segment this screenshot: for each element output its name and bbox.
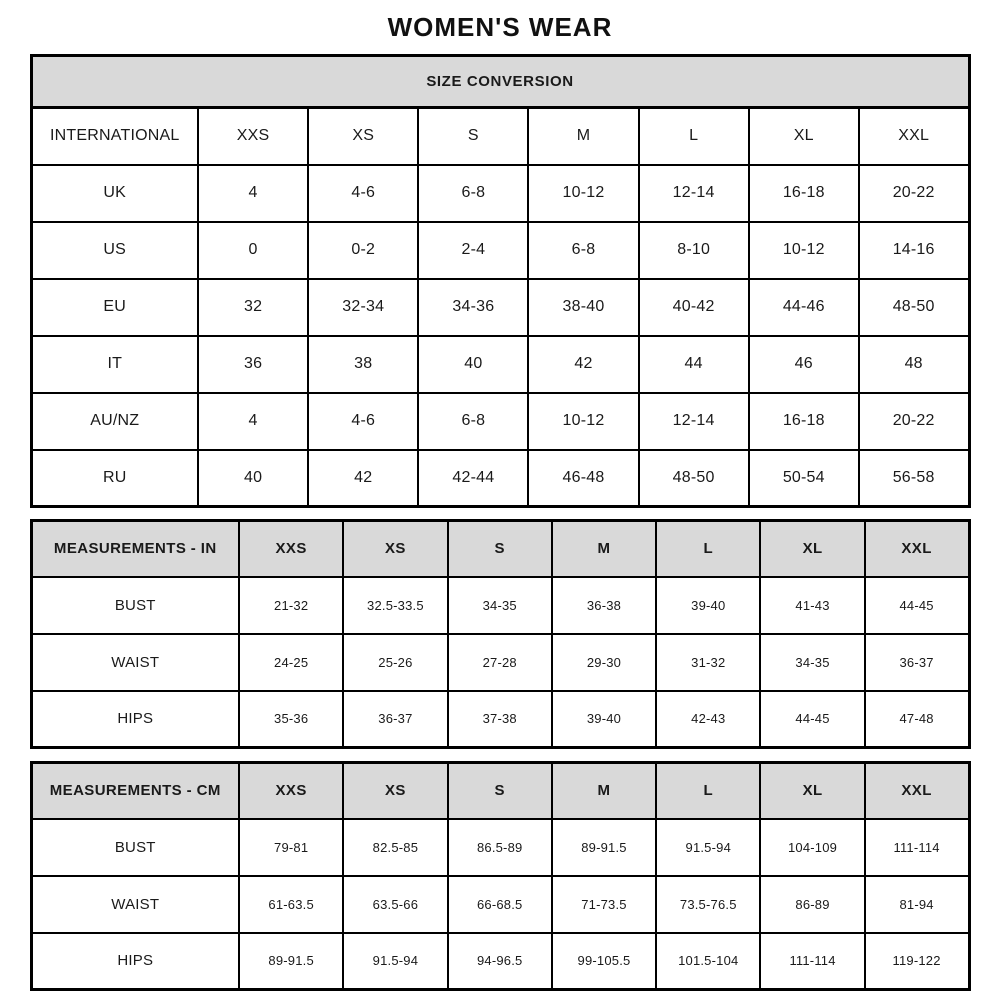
row-label: BUST	[31, 819, 239, 876]
column-header-xs: XS	[343, 521, 447, 577]
value-cell: 42-43	[656, 691, 760, 748]
value-cell: 48-50	[639, 450, 749, 507]
value-cell: 86.5-89	[448, 819, 552, 876]
value-cell: 73.5-76.5	[656, 876, 760, 933]
value-cell: 41-43	[760, 577, 864, 634]
value-cell: 46	[749, 336, 859, 393]
column-header-xs: XS	[343, 763, 447, 819]
row-label: IT	[31, 336, 198, 393]
value-cell: 40-42	[639, 279, 749, 336]
measurements-cm-table	[30, 761, 971, 991]
value-cell: 48	[859, 336, 969, 393]
value-cell: 34-35	[448, 577, 552, 634]
column-header-xl: XL	[760, 763, 864, 819]
value-cell: 63.5-66	[343, 876, 447, 933]
value-cell: 12-14	[639, 393, 749, 450]
corner-header: MEASUREMENTS - CM	[31, 763, 239, 819]
page-title: WOMEN'S WEAR	[387, 12, 613, 42]
value-cell: 42-44	[418, 450, 528, 507]
value-cell: 4	[198, 393, 308, 450]
row-label: UK	[31, 165, 198, 222]
value-cell: 6-8	[418, 393, 528, 450]
value-cell: 39-40	[656, 577, 760, 634]
value-cell: 32	[198, 279, 308, 336]
column-header-xs: XS	[308, 108, 418, 165]
value-cell: 34-35	[760, 634, 864, 691]
table-row	[31, 876, 969, 933]
value-cell: 20-22	[859, 165, 969, 222]
value-cell: 56-58	[859, 450, 969, 507]
value-cell: 50-54	[749, 450, 859, 507]
row-label: WAIST	[31, 876, 239, 933]
value-cell: 99-105.5	[552, 933, 656, 990]
value-cell: 111-114	[760, 933, 864, 990]
value-cell: 12-14	[639, 165, 749, 222]
value-cell: 81-94	[865, 876, 969, 933]
value-cell: 89-91.5	[239, 933, 343, 990]
value-cell: 37-38	[448, 691, 552, 748]
corner-header: MEASUREMENTS - IN	[31, 521, 239, 577]
column-header-xxl: XXL	[859, 108, 969, 165]
column-header-l: L	[656, 521, 760, 577]
table-row	[31, 577, 969, 634]
column-header-xxl: XXL	[865, 763, 969, 819]
value-cell: 111-114	[865, 819, 969, 876]
value-cell: 91.5-94	[656, 819, 760, 876]
value-cell: 44-45	[865, 577, 969, 634]
value-cell: 42	[528, 336, 638, 393]
value-cell: 10-12	[528, 165, 638, 222]
table-row	[31, 933, 969, 990]
table-row	[31, 279, 969, 336]
value-cell: 34-36	[418, 279, 528, 336]
value-cell: 0-2	[308, 222, 418, 279]
column-header-xxs: XXS	[239, 763, 343, 819]
value-cell: 46-48	[528, 450, 638, 507]
table-row	[31, 336, 969, 393]
value-cell: 36-37	[343, 691, 447, 748]
value-cell: 89-91.5	[552, 819, 656, 876]
row-label: HIPS	[31, 933, 239, 990]
table-row	[31, 393, 969, 450]
value-cell: 101.5-104	[656, 933, 760, 990]
value-cell: 66-68.5	[448, 876, 552, 933]
column-header-l: L	[639, 108, 749, 165]
value-cell: 86-89	[760, 876, 864, 933]
column-header-s: S	[418, 108, 528, 165]
value-cell: 10-12	[528, 393, 638, 450]
value-cell: 6-8	[418, 165, 528, 222]
row-label: HIPS	[31, 691, 239, 748]
value-cell: 16-18	[749, 393, 859, 450]
value-cell: 104-109	[760, 819, 864, 876]
value-cell: 29-30	[552, 634, 656, 691]
value-cell: 47-48	[865, 691, 969, 748]
value-cell: 20-22	[859, 393, 969, 450]
value-cell: 14-16	[859, 222, 969, 279]
value-cell: 16-18	[749, 165, 859, 222]
column-header-m: M	[552, 521, 656, 577]
measurements-in-table-grid	[30, 519, 971, 749]
value-cell: 10-12	[749, 222, 859, 279]
measurements-cm-table-grid	[30, 761, 971, 991]
column-header-xxs: XXS	[198, 108, 308, 165]
value-cell: 39-40	[552, 691, 656, 748]
row-label: US	[31, 222, 198, 279]
value-cell: 42	[308, 450, 418, 507]
value-cell: 82.5-85	[343, 819, 447, 876]
value-cell: 79-81	[239, 819, 343, 876]
value-cell: 71-73.5	[552, 876, 656, 933]
value-cell: 119-122	[865, 933, 969, 990]
value-cell: 48-50	[859, 279, 969, 336]
value-cell: 36-38	[552, 577, 656, 634]
row-label: AU/NZ	[31, 393, 198, 450]
value-cell: 36-37	[865, 634, 969, 691]
value-cell: 36	[198, 336, 308, 393]
column-header-xxs: XXS	[239, 521, 343, 577]
column-header-xl: XL	[760, 521, 864, 577]
table-row	[31, 691, 969, 748]
value-cell: 44-46	[749, 279, 859, 336]
row-label: BUST	[31, 577, 239, 634]
value-cell: 35-36	[239, 691, 343, 748]
value-cell: 4	[198, 165, 308, 222]
column-header-s: S	[448, 763, 552, 819]
value-cell: 44	[639, 336, 749, 393]
row-label: EU	[31, 279, 198, 336]
row-label: WAIST	[31, 634, 239, 691]
value-cell: 6-8	[528, 222, 638, 279]
size-conversion-table	[30, 54, 971, 508]
value-cell: 61-63.5	[239, 876, 343, 933]
column-header-xl: XL	[749, 108, 859, 165]
value-cell: 24-25	[239, 634, 343, 691]
column-header-l: L	[656, 763, 760, 819]
value-cell: 38-40	[528, 279, 638, 336]
value-cell: 25-26	[343, 634, 447, 691]
table-banner: SIZE CONVERSION	[31, 56, 969, 108]
size-conversion-table-grid	[30, 54, 971, 508]
value-cell: 91.5-94	[343, 933, 447, 990]
value-cell: 4-6	[308, 165, 418, 222]
value-cell: 4-6	[308, 393, 418, 450]
row-label: RU	[31, 450, 198, 507]
value-cell: 31-32	[656, 634, 760, 691]
measurements-in-table	[30, 519, 971, 749]
value-cell: 2-4	[418, 222, 528, 279]
table-row	[31, 222, 969, 279]
value-cell: 40	[198, 450, 308, 507]
value-cell: 40	[418, 336, 528, 393]
table-row	[31, 634, 969, 691]
value-cell: 27-28	[448, 634, 552, 691]
table-row	[31, 165, 969, 222]
column-header-m: M	[528, 108, 638, 165]
value-cell: 38	[308, 336, 418, 393]
value-cell: 8-10	[639, 222, 749, 279]
table-row	[31, 450, 969, 507]
table-row	[31, 819, 969, 876]
column-header-xxl: XXL	[865, 521, 969, 577]
corner-header: INTERNATIONAL	[31, 108, 198, 165]
value-cell: 94-96.5	[448, 933, 552, 990]
value-cell: 32.5-33.5	[343, 577, 447, 634]
value-cell: 21-32	[239, 577, 343, 634]
value-cell: 0	[198, 222, 308, 279]
value-cell: 44-45	[760, 691, 864, 748]
value-cell: 32-34	[308, 279, 418, 336]
column-header-s: S	[448, 521, 552, 577]
column-header-m: M	[552, 763, 656, 819]
